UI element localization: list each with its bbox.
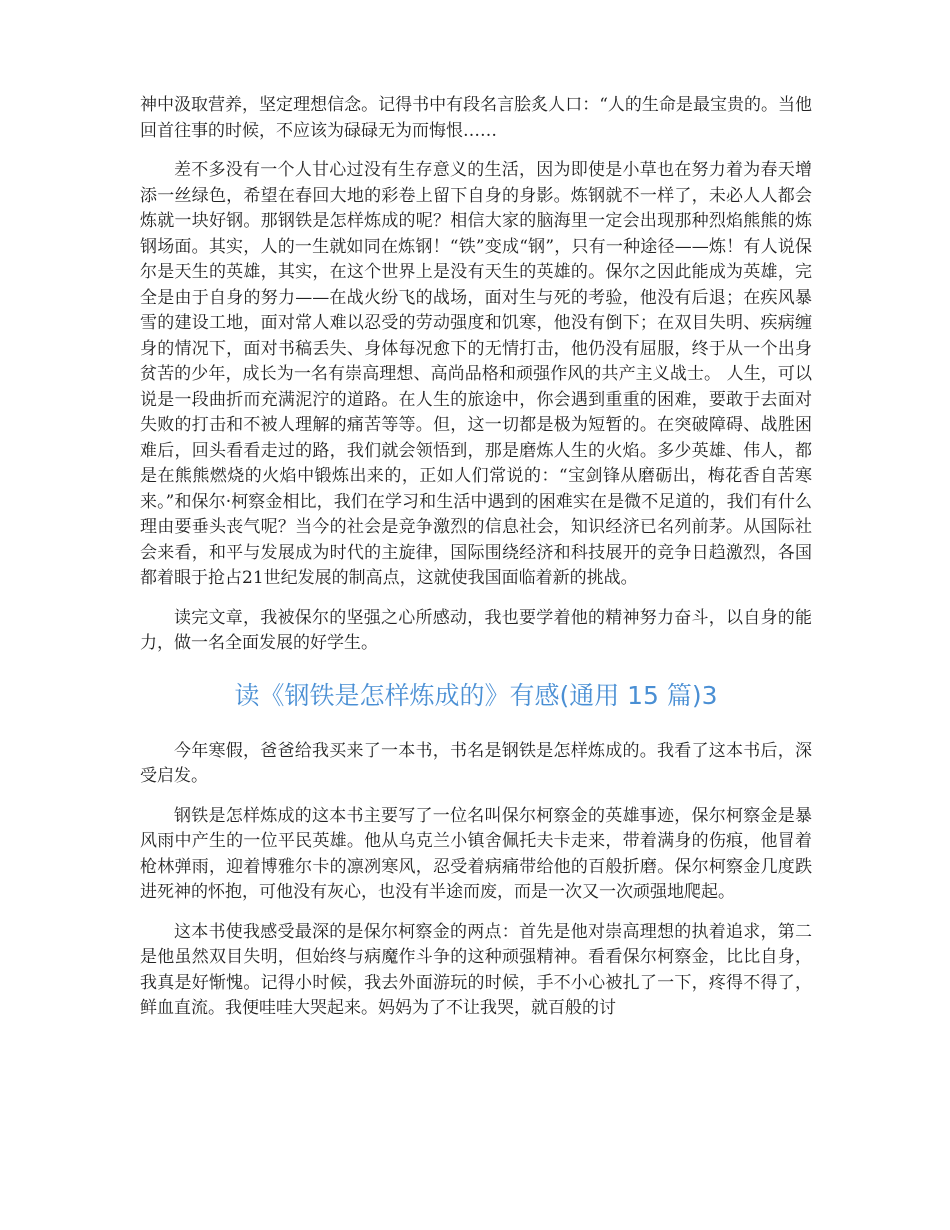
section-heading: 读《钢铁是怎样炼成的》有感(通用 15 篇)3 — [234, 680, 718, 710]
paragraph-conclusion: 读完文章，我被保尔的坚强之心所感动，我也要学着他的精神努力奋斗，以自身的能力，做一名全面发展的好学生。 — [140, 607, 812, 653]
document-page — [140, 93, 812, 1036]
paragraph-body: 差不多没有一个人甘心过没有生存意义的生活，因为即使是小草也在努力着为春天增添一丝绿色，希望在春回大地的彩卷上留下自身的身影。炼钢就不一样了，未必人人都会炼就一块好钢。那钢铁是怎样炼成的呢？相信大家的脑海里一定会出现那种烈焰熊熊的炼钢场面。其实，人的一生就如同在炼钢！“铁”变成“钢”，只有一种途径——炼！有人说保尔是天生的英雄，其实，在这个世界上是没有天生的英雄的。保尔之因此能成为英雄，完全是由于自身的努力——在战火纷飞的战场，面对生与死的考验，他没有后退；在疾风暴雪的建设工地，面对常人难以忍受的劳动强度和饥寒，他没有倒下；在双目失明、疾病缠身的情况下，面对书稿丢失、身体每况愈下的无情打击，他仍没有屈服，终于从一个出身贫苦的少年，成长为一名有崇高理想、高尚品格和顽强作风的共产主义战士。 人生，可以说是一段曲折而充满泥泞的道路。在人生的旅途中，你会遇到重重的困难，要敢于去面对失败的打击和不被人理解的痛苦等等。但，这一切都是极为短暂的。在突破障碍、战胜困难后，回头看看走过的路，我们就会领悟到，那是磨炼人生的火焰。多少英雄、伟人，都是在熊熊燃烧的火焰中锻炼出来的，正如人们常说的：“宝剑锋从磨砺出，梅花香自苦寒来。”和保尔·柯察金相比，我们在学习和生活中遇到的困难实在是微不足道的，我们有什么理由要垂头丧气呢？当今的社会是竞争激烈的信息社会，知识经济已名列前茅。从国际社会来看，和平与发展成为时代的主旋律，国际围绕经济和科技展开的竞争日趋激烈，各国都着眼于抢占21世纪发展的制高点，这就使我国面临着新的挑战。 — [140, 160, 812, 588]
paragraph-reflection: 这本书使我感受最深的是保尔柯察金的两点：首先是他对崇高理想的执着追求，第二是他虽然双目失明，但始终与病魔作斗争的这种顽强精神。看看保尔柯察金，比比自身，我真是好惭愧。记得小时候，我去外面游玩的时候，手不小心被扎了一下，疼得不得了，鲜血直流。我便哇哇大哭起来。妈妈为了不让我哭，就百般的讨 — [140, 921, 812, 1018]
paragraph-intro: 今年寒假，爸爸给我买来了一本书，书名是钢铁是怎样炼成的。我看了这本书后，深受启发。 — [140, 740, 812, 786]
paragraph-summary: 钢铁是怎样炼成的这本书主要写了一位名叫保尔柯察金的英雄事迹，保尔柯察金是暴风雨中产生的一位平民英雄。他从乌克兰小镇舍佩托夫卡走来，带着满身的伤痕，他冒着枪林弹雨，迎着博雅尔卡的凛冽寒风，忍受着病痛带给他的百般折磨。保尔柯察金几度跌进死神的怀抱，可他没有灰心，也没有半途而废，而是一次又一次顽强地爬起。 — [140, 805, 812, 902]
paragraph-continued: 神中汲取营养，坚定理想信念。记得书中有段名言脍炙人口：“人的生命是最宝贵的。当他回首往事的时候，不应该为碌碌无为而悔恨…… — [140, 95, 812, 141]
